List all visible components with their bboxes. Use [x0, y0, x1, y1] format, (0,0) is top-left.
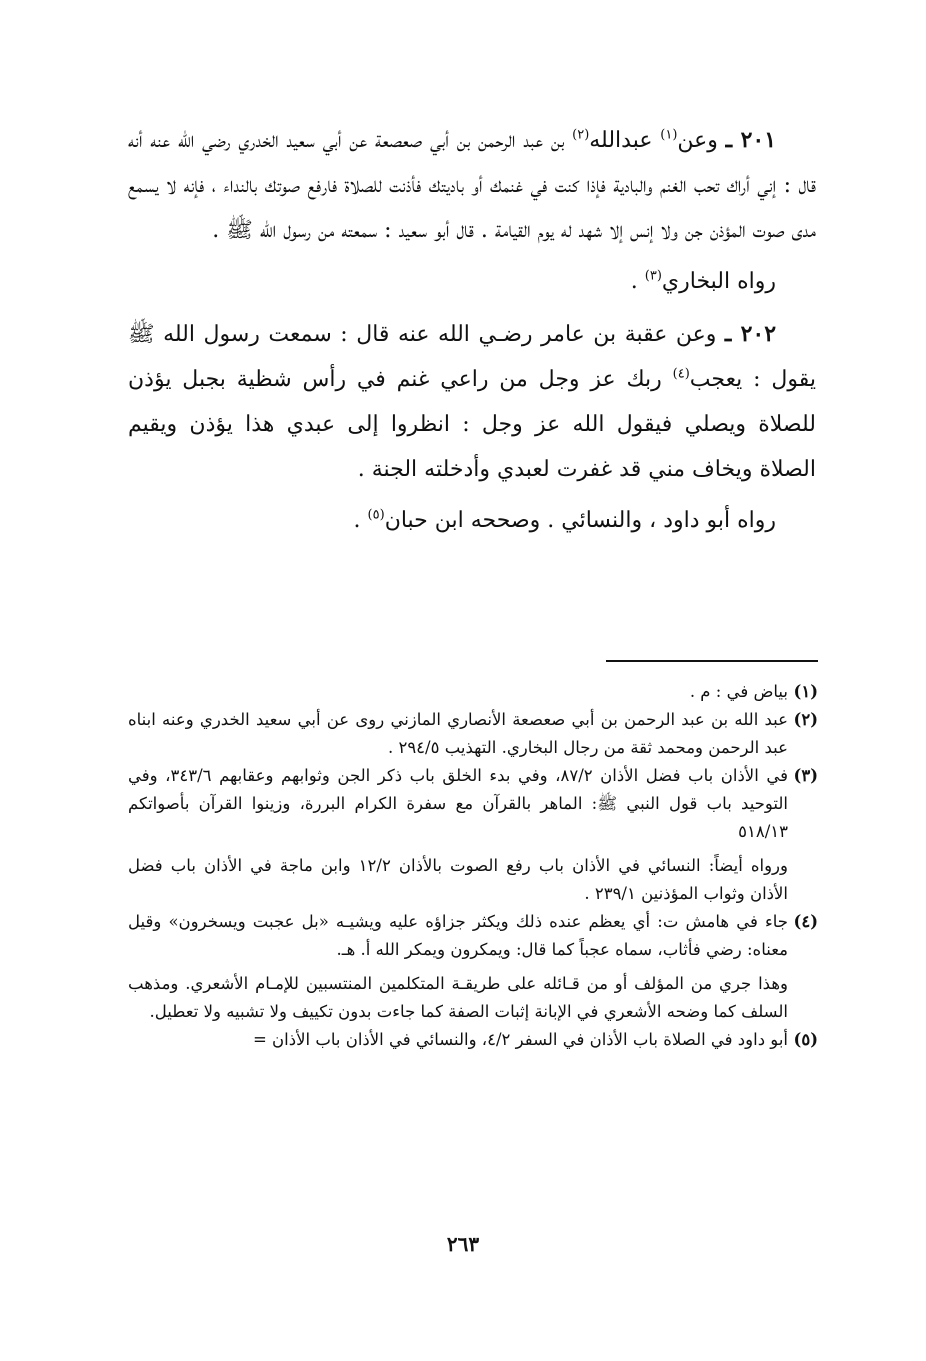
footnote-3-continuation: ورواه أيضاً: النسائي في الأذان باب رفع الصوت بالأذان ١٢/٢ وابن ماجة في الأذان باب فضل الأذان وثواب المؤذنين ٢٣٩/١ .: [128, 856, 788, 903]
footnote-2: [128, 706, 818, 762]
hadith-202: [128, 312, 816, 492]
hadith-201-source: [128, 259, 816, 304]
footnote-text: أبو داود في الصلاة باب الأذان في السفر ٤/٢، والنسائي في الأذان باب الأذان =: [252, 1030, 788, 1049]
hadith-text: ربك عز وجل من راعي غنم في رأس شظية بجبل يؤذن للصلاة ويصلي فيقول الله عز وجل : انظروا إلى عبدي هذا يؤذن ويقيم الصلاة ويخاف مني قد غفرت لعبدي وأدخلته الجنة .: [128, 367, 816, 482]
footnote-number: (٤): [793, 912, 818, 931]
footnote-ref: (٥): [367, 507, 385, 523]
footnote-number: (١): [793, 682, 818, 701]
hadith-text: وعن: [677, 128, 726, 153]
hadith-201: [128, 118, 816, 253]
footnote-ref: (٢): [572, 127, 590, 143]
footnote-3: [128, 762, 818, 846]
footnote-text: عبد الله بن عبد الرحمن بن أبي صعصعة الأنصاري المازني روى عن أبي سعيد الخدري وعنه ابناه عبد الرحمن ومحمد ثقة من رجال البخاري. التهذيب ٢٩٤/٥ .: [128, 710, 788, 757]
hadith-number: ٢٠١ ـ: [725, 127, 777, 153]
footnote-ref: (٤): [672, 366, 690, 382]
footnote-ref: (١): [660, 127, 678, 143]
hadith-number: ٢٠٢ ـ: [724, 321, 777, 347]
hadith-text: وعن عقبة بن عامر رضـي الله عنه قال : سمعت رسول الله ﷺ يقول : يعجب: [128, 322, 816, 392]
source-text: رواه أبو داود ، والنسائي . وصححه ابن حبان: [384, 508, 776, 533]
footnote-number: (٥): [793, 1030, 818, 1049]
hadith-text: عبدالله: [589, 128, 661, 153]
footnote-4-continuation: وهذا جري من المؤلف أو من قـائله على طريقـة المتكلمين المنتسبين للإمـام الأشعري. ومذهب السلف كما وضحه الأشعري في الإبانة إثبات الصفة كما جاءت بدون تكييف ولا تشبيه ولا تعطيل.: [128, 974, 788, 1021]
footnote-5: [128, 1026, 818, 1054]
footnote-number: (٣): [793, 766, 818, 785]
footnote-text: جاء في هامش ت: أي يعظم عنده ذلك ويكثر جزاؤه عليه ويشيـه «بل عجبت ويسخرون» وقيل معناه: رضي فأثاب، سماه عجباً كما قال: ويمكرون ويمكر الله أ. هـ.: [128, 912, 788, 959]
hadith-text: بن عبد الرحمن بن أبي صعصعة عن أبي سعيد الخدري رضي الله عنه أنه قال : إني أراك تحب الغنم والبادية فإذا كنت في غنمك أو باديتك فأذنت للصلاة فارفع صوتك بالنداء ، فإنه لا يسمع مدى صوت المؤذن جن ولا إنس إلا شهد له يوم القيامة . قال أبو سعيد : سمعته من رسول الله ﷺ .: [128, 128, 816, 243]
footnote-text: بياض في : م .: [689, 682, 788, 701]
source-end: .: [630, 269, 645, 294]
footnote-text: في الأذان باب فضل الأذان ٨٧/٢، وفي بدء الخلق باب ذكر الجن وثوابهم وعقابهم ٣٤٣/٦، وفي التوحيد باب قول النبي ﷺ: الماهر بالقرآن مع سفرة الكرام البررة، وزينوا القرآن بأصواتكم ٥١٨/١٣: [128, 766, 788, 841]
footnotes: [128, 678, 818, 1054]
page-number: ٢٦٣: [446, 1232, 480, 1256]
footnote-4: [128, 908, 818, 964]
footnote-number: (٢): [793, 710, 818, 729]
hadith-202-source: [128, 498, 816, 543]
footnote-1: [128, 678, 818, 706]
source-end: .: [353, 508, 368, 533]
source-text: رواه البخاري: [661, 269, 776, 294]
footnote-divider: [606, 660, 818, 662]
footnote-ref: (٣): [644, 268, 662, 284]
main-text: [128, 118, 816, 551]
